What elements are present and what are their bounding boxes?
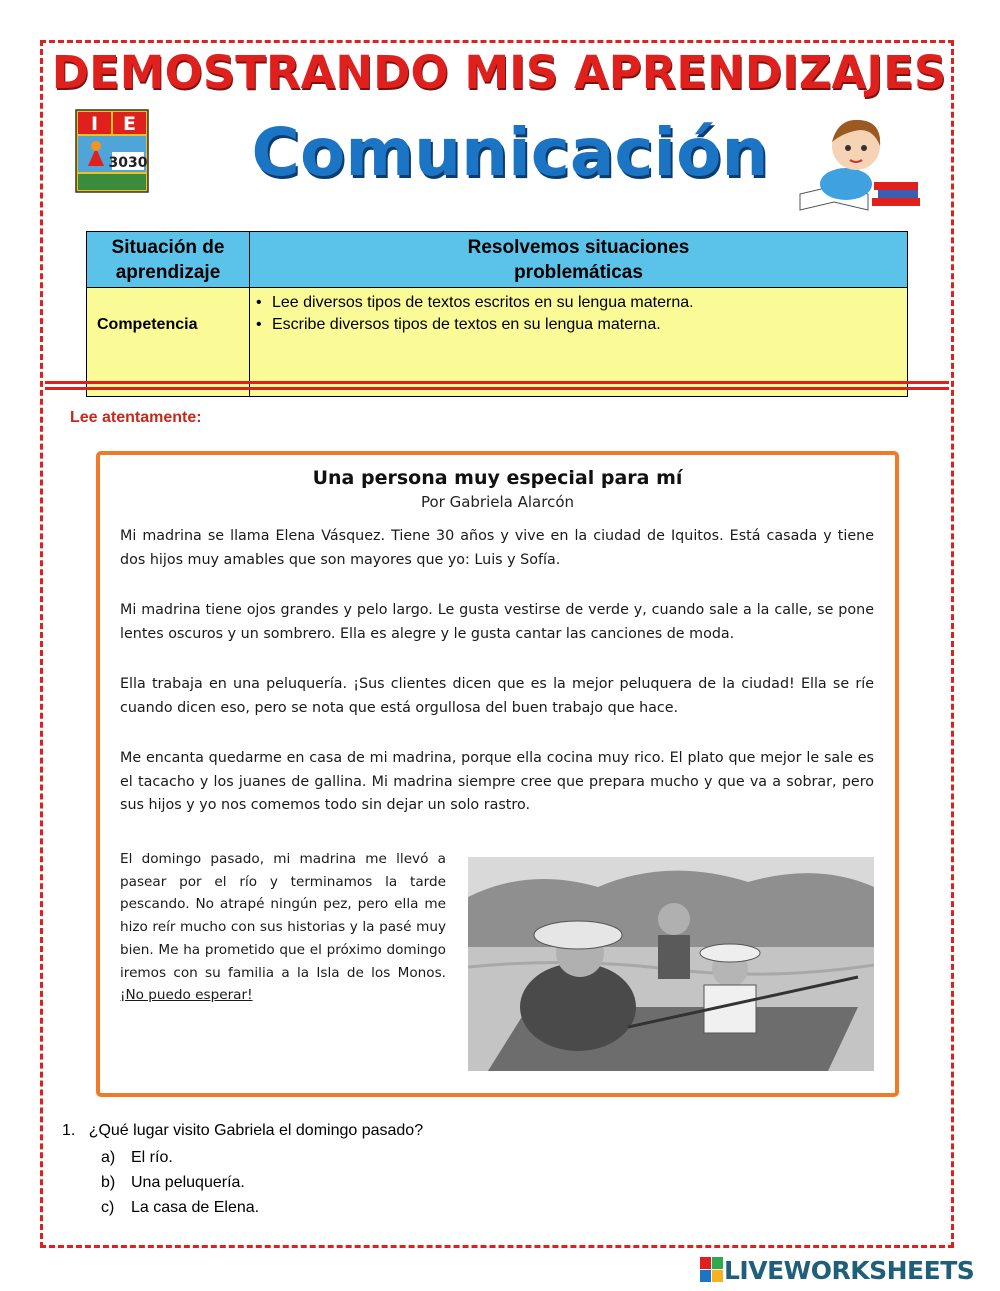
story-paragraph: Mi madrina tiene ojos grandes y pelo largo. Le gusta vestirse de verde y, cuando sale a la calle, se pone lentes oscuros y un sombrero. Ella es alegre y le gusta cantar las canciones de moda. <box>120 602 874 642</box>
subject-title: Comunicación <box>251 114 769 191</box>
student-illustration <box>794 110 924 218</box>
competencia-item: • Escribe diversos tipos de textos en su lengua materna. <box>256 314 901 336</box>
brand-name: LIVEWORKSHEETS <box>724 1255 975 1285</box>
question-1: 1. ¿Qué lugar visito Gabriela el domingo pasado? <box>62 1122 424 1139</box>
instruction-text: Lee atentamente: <box>70 409 202 426</box>
logo-letter-e: E <box>123 113 136 135</box>
answer-option-b[interactable]: b) Una peluquería. <box>101 1174 245 1191</box>
question-text: ¿Qué lugar visito Gabriela el domingo pasado? <box>88 1122 424 1139</box>
divider-line-bottom <box>45 387 949 390</box>
situacion-value-text: Resolvemos situaciones problemáticas <box>467 236 690 283</box>
competencia-item: • Lee diversos tipos de textos escritos en su lengua materna. <box>256 292 901 314</box>
info-table <box>86 231 908 397</box>
situacion-value <box>250 232 908 288</box>
liveworksheets-logo <box>700 1255 974 1285</box>
story-author: Por Gabriela Alarcón <box>420 493 575 511</box>
answer-option-c[interactable]: c) La casa de Elena. <box>101 1199 260 1216</box>
river-fishing-illustration <box>468 857 874 1071</box>
competencia-label: Competencia <box>87 288 250 397</box>
answer-option-a[interactable]: a) El río. <box>101 1149 173 1166</box>
logo-number: 3030 <box>108 155 148 171</box>
live-badge-icon <box>700 1257 724 1283</box>
bullet-icon: • <box>256 294 262 311</box>
story-closing: ¡No puedo esperar! <box>120 987 253 1004</box>
story-paragraph: Ella trabaja en una peluquería. ¡Sus clientes dicen que es la mejor peluquera de la ciudad! Ella se ríe cuando dicen eso, pero se nota que está orgullosa del buen trabajo que hace. <box>120 676 874 716</box>
story-paragraph: Me encanta quedarme en casa de mi madrina, porque ella cocina muy rico. El plato que mejor le sale es el tacacho y los juanes de gallina. Mi madrina siempre cree que prepara mucho y que va a sobrar, pero sus hijos y yo nos comemos todo sin dejar un solo rastro. <box>120 750 874 813</box>
story-paragraph-last: El domingo pasado, mi madrina me llevó a pasear por el río y terminamos la tarde pescando. No atrapé ningún pez, pero ella me hizo reír mucho con sus historias y la pasé muy bien. Me ha prometido que el próximo domingo iremos con su familia a la Isla de los Monos. ¡No puedo esperar! <box>120 851 446 1004</box>
page-title: DEMOSTRANDO MIS APRENDIZAJES <box>51 46 947 99</box>
divider-line-top <box>45 381 949 384</box>
story-box <box>96 451 899 1097</box>
story-title: Una persona muy especial para mí <box>312 467 683 489</box>
logo-letter-i: I <box>90 113 99 135</box>
bullet-icon: • <box>256 316 262 333</box>
situacion-label: Situación de aprendizaje <box>87 232 250 288</box>
story-paragraph: Mi madrina se llama Elena Vásquez. Tiene 30 años y vive en la ciudad de Iquitos. Está casada y tiene dos hijos muy amables que son mayores que yo: Luis y Sofía. <box>120 528 874 568</box>
school-logo <box>74 108 150 194</box>
